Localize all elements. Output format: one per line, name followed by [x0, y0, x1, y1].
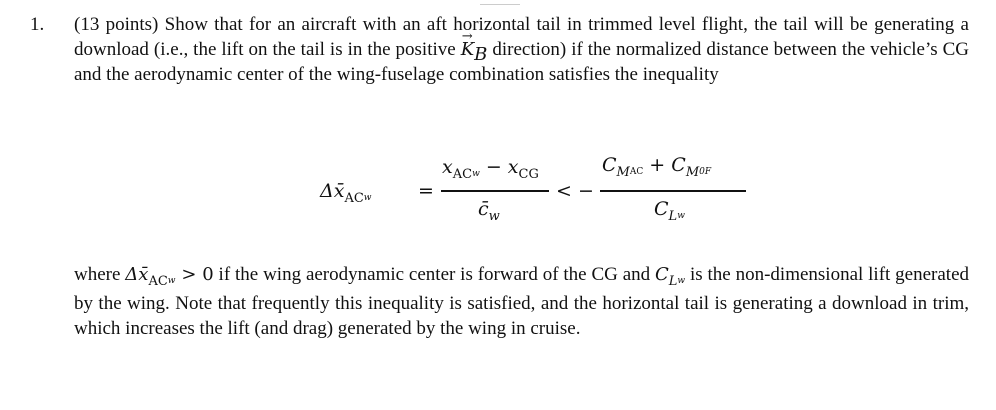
less-than-sign: <	[556, 180, 572, 202]
paragraph-2-where: where	[74, 264, 126, 285]
fraction-1-bar	[441, 190, 549, 192]
negative-sign: −	[578, 180, 594, 202]
inline-delta-term: $\Delta x̄_{AC}w > 0$	[125, 264, 214, 289]
kb-subscript: B	[474, 44, 488, 65]
problem-paragraph-2	[74, 262, 969, 341]
problem-1	[30, 12, 970, 87]
paragraph-1-text-a: (13 points) Show that for an aircraft with an aft horizontal tail in trimmed level flight, the tail will be generating a download (i.e., the lift on the tail is in the positive	[74, 14, 969, 60]
fraction-2-bar	[600, 190, 746, 192]
kb-vector-symbol: → K	[461, 37, 474, 62]
paragraph-2-text-b: is the non-dimensional lift generated by the wing. Note that frequently this inequality is satisfied, and the horizontal tail is generating a download in trim, which increases the lift (and drag) generated by the wing in cruise.	[74, 264, 970, 339]
fraction-1-denominator: $c̄_w$	[478, 198, 500, 224]
problem-number: 1.	[30, 14, 45, 35]
fraction-1-numerator: $x_{AC}w - x_{CG}$	[442, 156, 539, 182]
equals-sign: =	[418, 180, 434, 202]
fraction-2-denominator: $C_Lw$	[654, 198, 685, 224]
page-top-edge	[0, 0, 996, 10]
paragraph-1-text-b: direction) if the normalized distance between the vehicle’s CG and the aerodynamic center of the wing-fuselage combination satisfies the inequality	[74, 39, 970, 85]
problem-paragraph-1	[74, 12, 969, 87]
inequality-equation	[320, 150, 780, 240]
fraction-2-numerator: $C_MAC + C_M0F$	[602, 154, 712, 180]
lhs-delta-term: $\Delta x̄_{AC}w$	[320, 180, 372, 206]
paragraph-2-text-a: if the wing aerodynamic center is forward of the CG and	[213, 264, 655, 285]
inline-cl-term: $C_Lw$	[655, 264, 686, 289]
